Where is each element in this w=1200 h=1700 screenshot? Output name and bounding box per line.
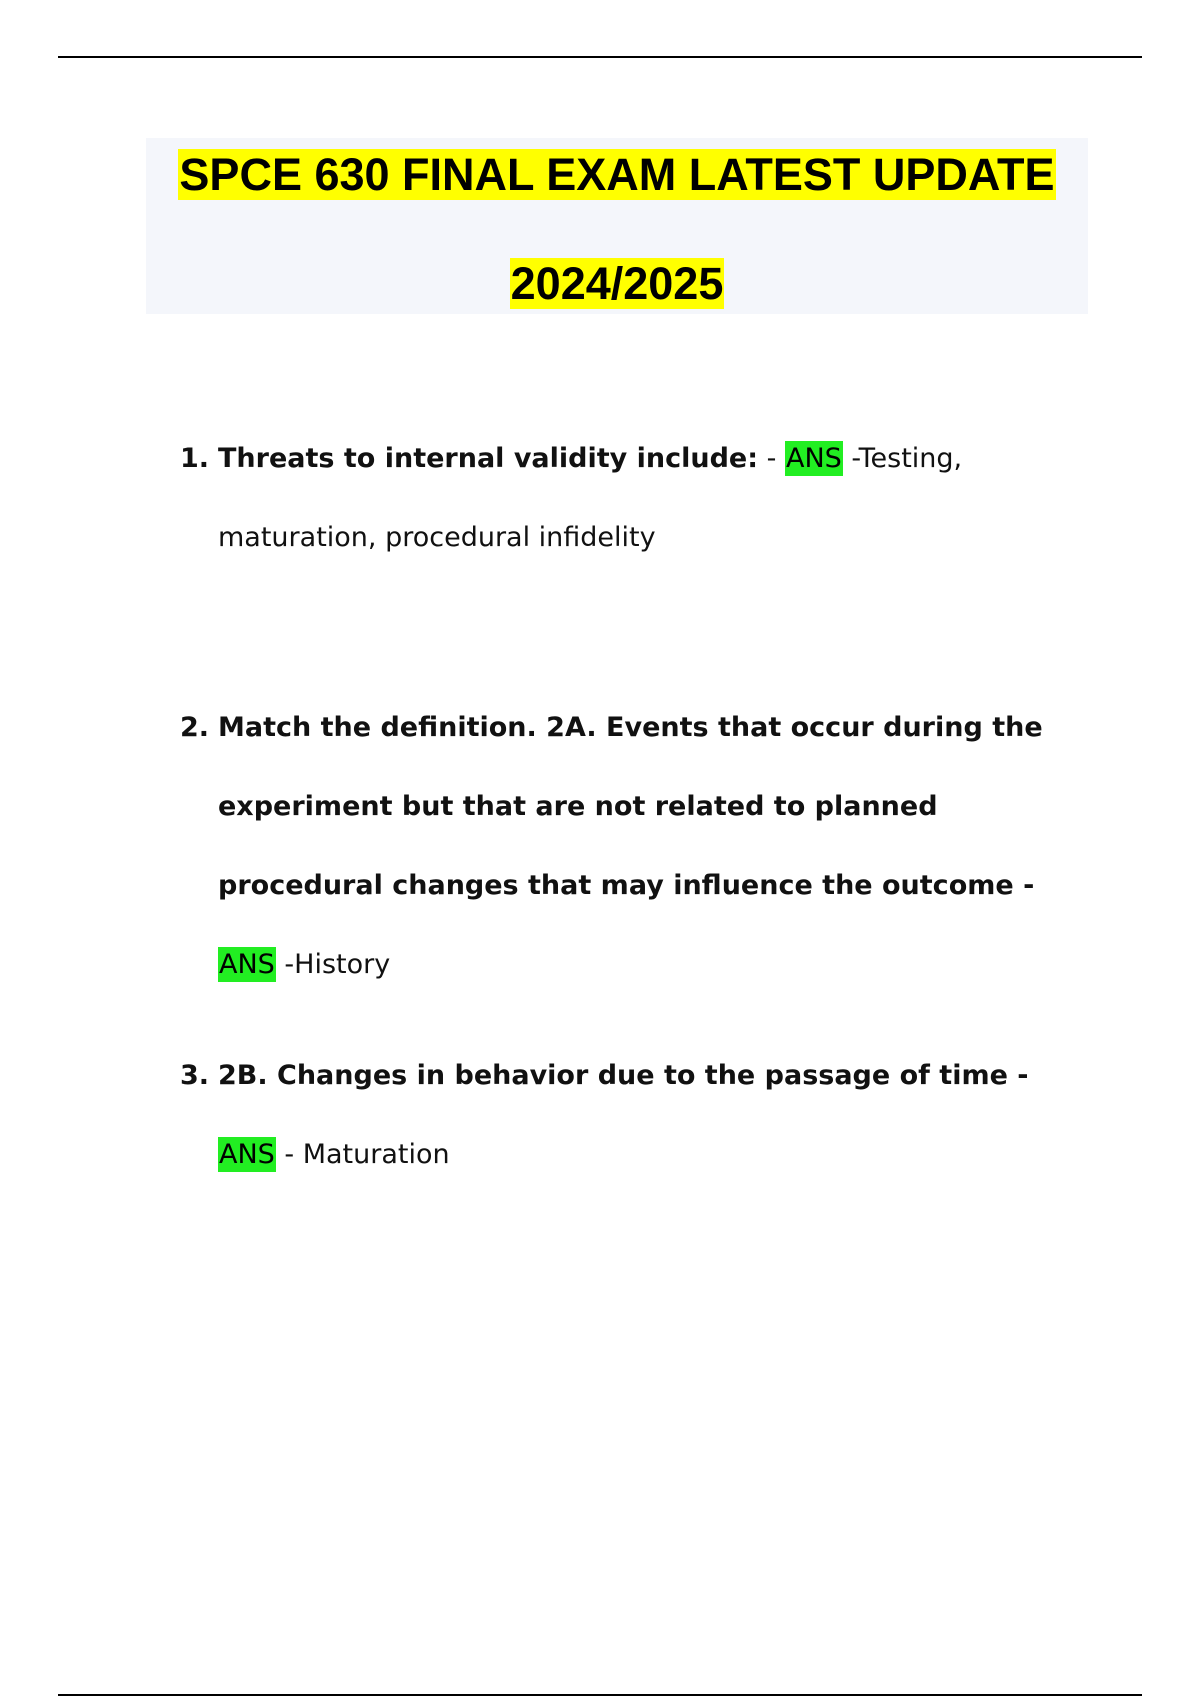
answer-text: -Testing, maturation, procedural infidelity	[218, 443, 963, 553]
answer-text: - Maturation	[275, 1139, 450, 1170]
question-text: Threats to internal validity include:	[218, 443, 759, 474]
document-title	[146, 147, 1088, 203]
question-item	[180, 1036, 1080, 1194]
ans-label: ANS	[219, 949, 275, 980]
question-number: 1.	[180, 443, 210, 474]
question-number: 3.	[180, 1060, 210, 1091]
ans-label: ANS	[785, 443, 842, 474]
question-text: 2B. Changes in behavior due to the passage of time -	[218, 1060, 1029, 1091]
footer-rule	[58, 1694, 1142, 1696]
question-number: 2.	[180, 712, 210, 743]
question-separator: -	[758, 443, 785, 474]
question-item	[180, 419, 1080, 577]
title-line-1: SPCE 630 FINAL EXAM LATEST UPDATE	[179, 149, 1055, 200]
header-rule	[58, 56, 1142, 58]
question-text: Match the definition. 2A. Events that occur during the experiment but that are not related to planned procedural changes that may influence the outcome -	[218, 712, 1043, 901]
question-body	[218, 1036, 1080, 1194]
ans-label: ANS	[219, 1139, 275, 1170]
question-item	[180, 688, 1080, 1004]
question-body	[218, 688, 1080, 1004]
title-block	[146, 138, 1088, 314]
question-body	[218, 419, 1080, 577]
document-subtitle	[146, 256, 1088, 312]
title-line-2: 2024/2025	[510, 258, 724, 309]
answer-text: -History	[275, 949, 391, 980]
